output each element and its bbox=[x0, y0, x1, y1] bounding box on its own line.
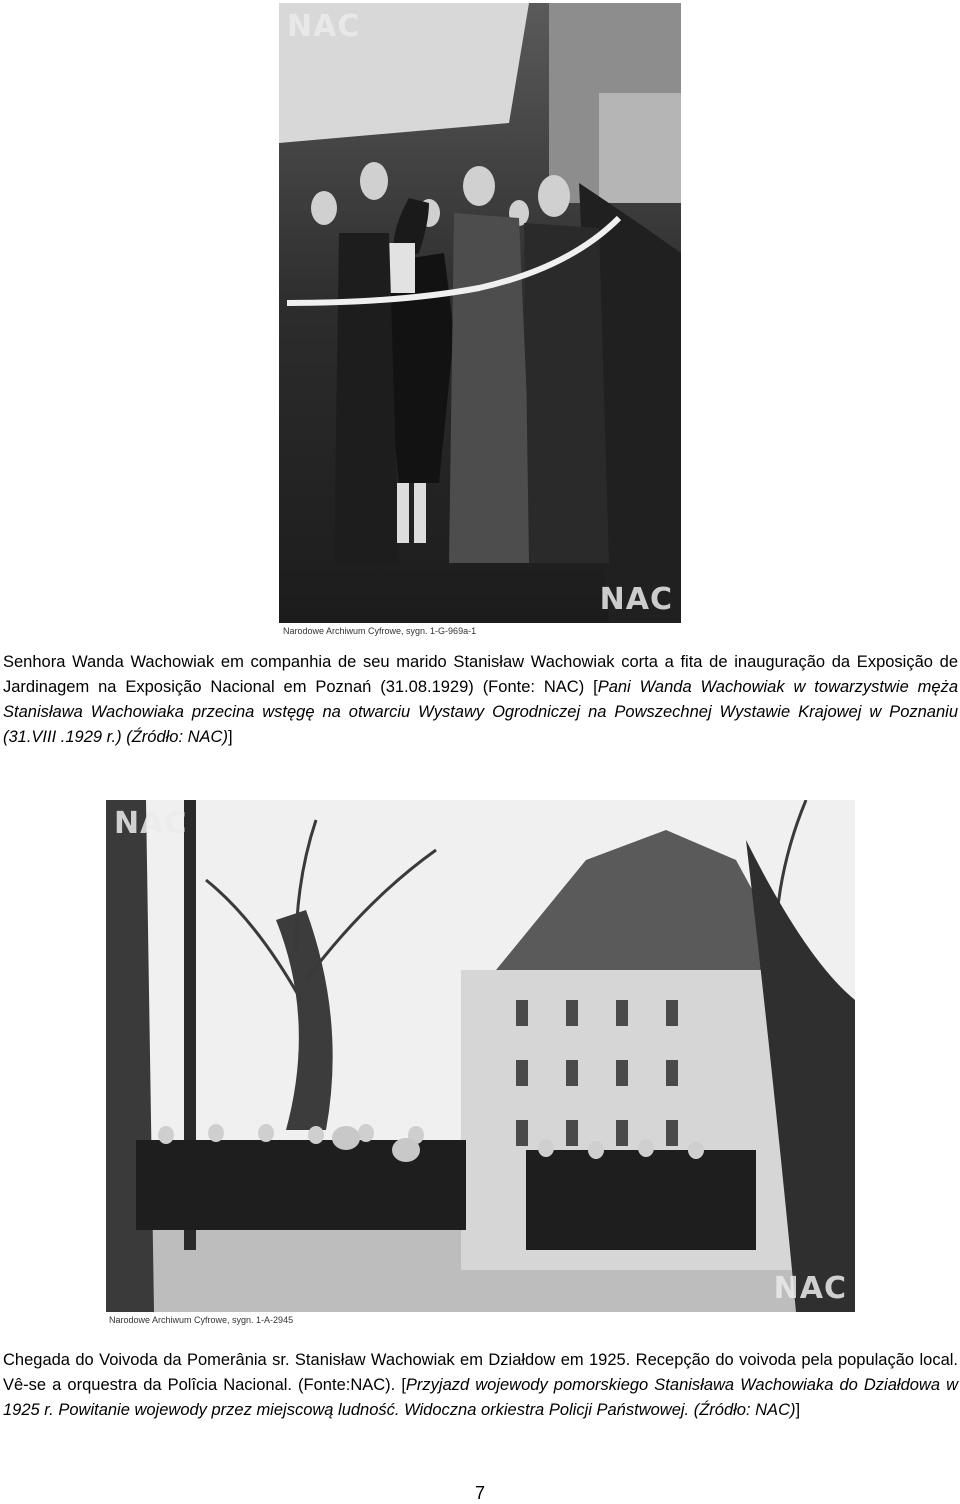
photo-caption bbox=[3, 650, 958, 750]
nac-watermark-bottom: NAC bbox=[599, 582, 673, 617]
photo-ribbon-cutting-image bbox=[279, 3, 681, 623]
photo-voivode-arrival bbox=[106, 800, 855, 1312]
page-number: 7 bbox=[474, 1483, 485, 1503]
photo-voivode-arrival-image bbox=[106, 800, 855, 1312]
caption-text-italic: Przyjazd wojewody pomorskiego Stanisława Wachowiaka do Działdowa w 1925 r. Powitanie wojewody przez miejscową ludność. Widoczna orkiestra Policji Państwowej. (Źródło: NAC) bbox=[3, 1376, 958, 1419]
caption-bracket: ] bbox=[227, 728, 233, 746]
caption-text: Senhora Wanda Wachowiak em companhia de seu marido Stanisław Wachowiak corta a fita de inauguração da Exposição de Jardinagem na Exposição Nacional em Poznań (31.08.1929) (Fonte: NAC) [ bbox=[3, 653, 958, 696]
nac-watermark-bottom: NAC bbox=[773, 1271, 847, 1306]
caption-bracket: ] bbox=[795, 1401, 801, 1419]
caption-text-italic: Pani Wanda Wachowiak w towarzystwie męża Stanisława Wachowiaka przecina wstęgę na otwarciu Wystawy Ogrodniczej na Powszechnej Wystawie Krajowej w Poznaniu (31.VIII .1929 r.) (Źródło: NAC) bbox=[3, 678, 959, 746]
photo-credit: Narodowe Archiwum Cyfrowe, sygn. 1-G-969a-1 bbox=[283, 626, 477, 636]
photo-caption bbox=[3, 1348, 958, 1423]
nac-watermark-top: NAC bbox=[114, 806, 188, 841]
nac-watermark-top: NAC bbox=[287, 9, 361, 44]
photo-credit: Narodowe Archiwum Cyfrowe, sygn. 1-A-2945 bbox=[109, 1315, 294, 1325]
caption-text: Chegada do Voivoda da Pomerânia sr. Stanisław Wachowiak em Działdow em 1925. Recepção do voivoda pela população local. Vê-se a orquestra da Polîcia Nacional. (Fonte:NAC). [ bbox=[3, 1351, 958, 1394]
photo-ribbon-cutting bbox=[279, 3, 681, 623]
